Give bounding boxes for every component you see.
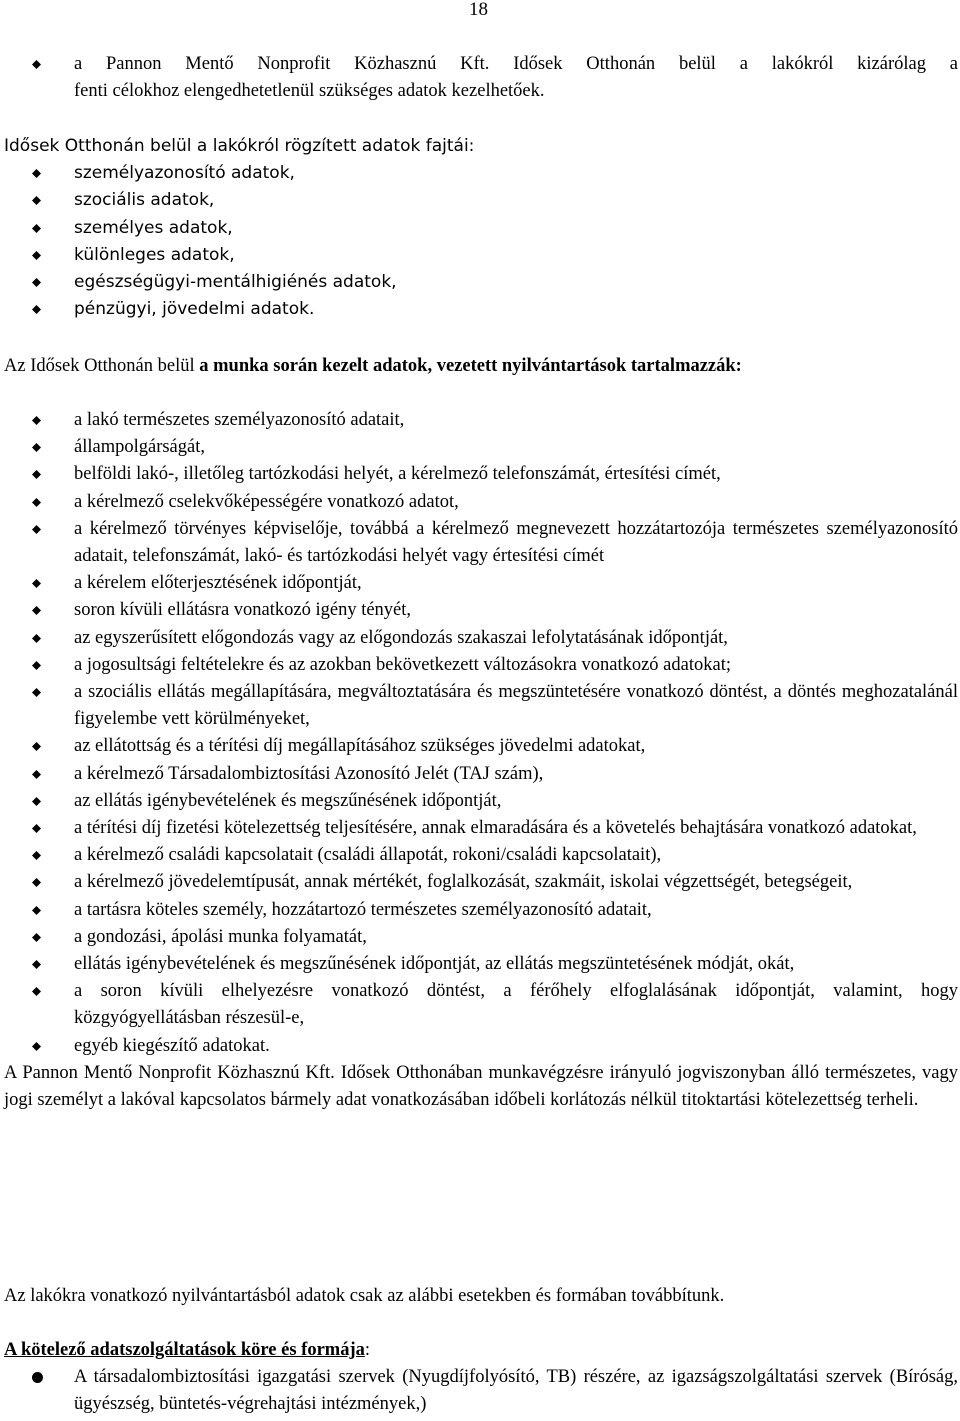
list-item bbox=[4, 788, 958, 815]
diamond-bullet-icon bbox=[32, 960, 41, 969]
list-item bbox=[4, 516, 958, 570]
list-item bbox=[4, 625, 958, 652]
list-item bbox=[4, 1033, 958, 1060]
list-item bbox=[4, 897, 958, 924]
list-item bbox=[4, 597, 958, 624]
list-item bbox=[4, 489, 958, 516]
diamond-bullet-icon bbox=[32, 606, 41, 615]
list-item bbox=[4, 269, 958, 296]
diamond-bullet-icon bbox=[32, 851, 41, 860]
diamond-bullet-icon bbox=[32, 251, 41, 260]
list-item bbox=[4, 733, 958, 760]
list-item-text: belföldi lakó-, illetőleg tartózkodási helyét, a kérelmező telefonszámát, értesítési címét, bbox=[74, 464, 721, 485]
list-item bbox=[4, 978, 958, 1032]
records-intro-plain: Az Idősek Otthonán belül bbox=[4, 356, 200, 376]
top-item-line1: a Pannon Mentő Nonprofit Közhasznú Kft. Idősek Otthonán belül a lakókról kizárólag a bbox=[74, 54, 958, 74]
list-item bbox=[4, 242, 958, 269]
list-item-text: a szociális ellátás megállapítására, megváltoztatására és megszüntetésére vonatkozó döntést, a döntés meghozatalánál figyelembe vett körülményeket, bbox=[74, 682, 958, 730]
list-item-text: a kérelem előterjesztésének időpontját, bbox=[74, 573, 362, 594]
list-item-text: pénzügyi, jövedelmi adatok. bbox=[74, 299, 315, 320]
diamond-bullet-icon bbox=[32, 196, 41, 205]
list-item-text: állampolgárságát, bbox=[74, 437, 205, 458]
diamond-bullet-icon bbox=[32, 416, 41, 425]
top-item-line2: fenti célokhoz elengedhetetlenül szükséges adatok kezelhetőek. bbox=[74, 81, 545, 102]
diamond-bullet-icon bbox=[32, 770, 41, 779]
list-item bbox=[4, 842, 958, 869]
list-item bbox=[4, 51, 958, 105]
data-types-section bbox=[4, 133, 958, 323]
list-item-text: személyazonosító adatok, bbox=[74, 163, 295, 184]
records-list bbox=[4, 407, 958, 1060]
list-item bbox=[4, 407, 958, 434]
list-item bbox=[4, 296, 958, 323]
mandatory-heading-suffix: : bbox=[364, 1340, 371, 1360]
list-item-text: a soron kívüli elhelyezésre vonatkozó döntést, a férőhely elfoglalásának időpontját, valamint, hogy közgyógyellátásban részesül-e, bbox=[74, 981, 958, 1029]
list-item bbox=[4, 160, 958, 187]
mandatory-item bbox=[4, 1364, 958, 1418]
list-item bbox=[4, 570, 958, 597]
secrecy-paragraph: A Pannon Mentő Nonprofit Közhasznú Kft. Idősek Otthonában munkavégzésre irányuló jogviszonyban álló természetes, vagy jogi személyt a lakóval kapcsolatos bármely adat vonatkozásában időbeli korlátozás nélkül titoktartási kötelezettség terheli. bbox=[4, 1062, 958, 1111]
list-item bbox=[4, 434, 958, 461]
diamond-bullet-icon bbox=[32, 661, 41, 670]
list-item-text: egyéb kiegészítő adatokat. bbox=[74, 1035, 270, 1056]
forwarding-paragraph: Az lakókra vonatkozó nyilvántartásból adatok csak az alábbi esetekben és formában továbbítunk. bbox=[4, 1286, 725, 1306]
records-intro-bold: a munka során kezelt adatok, vezetett nyilvántartások tartalmazzák: bbox=[199, 356, 742, 376]
diamond-bullet-icon bbox=[32, 169, 41, 178]
list-item-text: szociális adatok, bbox=[74, 190, 215, 211]
list-item-text: a kérelmező cselekvőképességére vonatkozó adatot, bbox=[74, 491, 459, 512]
data-types-list bbox=[4, 160, 958, 323]
diamond-bullet-icon bbox=[32, 797, 41, 806]
list-item-text: a kérelmező jövedelemtípusát, annak mértékét, foglalkozását, szakmáit, iskolai végzettségét, betegségeit, bbox=[74, 872, 853, 893]
list-item bbox=[4, 924, 958, 951]
records-intro bbox=[4, 353, 958, 380]
list-item bbox=[4, 761, 958, 788]
list-item-text: személyes adatok, bbox=[74, 217, 233, 238]
diamond-bullet-icon bbox=[32, 443, 41, 452]
diamond-bullet-icon bbox=[32, 824, 41, 833]
list-item bbox=[4, 869, 958, 896]
diamond-bullet-icon bbox=[32, 906, 41, 915]
list-item bbox=[4, 461, 958, 488]
records-block bbox=[4, 407, 958, 1114]
diamond-bullet-icon bbox=[32, 525, 41, 534]
diamond-bullet-icon bbox=[32, 224, 41, 233]
list-item-text: a kérelmező családi kapcsolatait (családi állapotát, rokoni/családi kapcsolatait), bbox=[74, 845, 662, 866]
diamond-bullet-icon bbox=[32, 60, 41, 69]
list-item bbox=[4, 187, 958, 214]
list-item-text: különleges adatok, bbox=[74, 244, 235, 265]
list-item-text: a térítési díj fizetési kötelezettség teljesítésére, annak elmaradására és a követelés behajtására vonatkozó adatokat, bbox=[74, 818, 917, 839]
mandatory-section bbox=[4, 1337, 958, 1419]
diamond-bullet-icon bbox=[32, 278, 41, 287]
list-item-text: a kérelmező törvényes képviselője, továbbá a kérelmező megnevezett hozzátartozója természetes személyazonosító adatait, telefonszámát, lakó- és tartózkodási helyét vagy értesítési címét bbox=[74, 518, 958, 567]
diamond-bullet-icon bbox=[32, 688, 41, 697]
mandatory-item-text: A társadalombiztosítási igazgatási szervek (Nyugdíjfolyósító, TB) részére, az igazságszolgáltatási szervek (Bíróság, ügyészség, büntetés-végrehajtási intézmények,) bbox=[74, 1367, 958, 1415]
list-item-text: egészségügyi-mentálhigiénés adatok, bbox=[74, 272, 397, 293]
mandatory-heading: A kötelező adatszolgáltatások köre és formája bbox=[4, 1340, 365, 1360]
list-item-text: a jogosultsági feltételekre és az azokban bekövetkezett változásokra vonatkozó adatokat; bbox=[74, 654, 731, 675]
diamond-bullet-icon bbox=[32, 470, 41, 479]
diamond-bullet-icon bbox=[32, 498, 41, 507]
page-number: 18 bbox=[469, 0, 488, 20]
data-types-intro: Idősek Otthonán belül a lakókról rögzített adatok fajtái: bbox=[4, 136, 475, 156]
list-item bbox=[4, 815, 958, 842]
list-item-text: a kérelmező Társadalombiztosítási Azonosító Jelét (TAJ szám), bbox=[74, 763, 544, 784]
diamond-bullet-icon bbox=[32, 987, 41, 996]
diamond-bullet-icon bbox=[32, 742, 41, 751]
list-item-text: az egyszerűsített előgondozás vagy az előgondozás szakaszai lefolytatásának időpontját, bbox=[74, 627, 728, 648]
list-item-text: az ellátás igénybevételének és megszűnésének időpontját, bbox=[74, 790, 502, 811]
diamond-bullet-icon bbox=[32, 579, 41, 588]
diamond-bullet-icon bbox=[32, 1042, 41, 1051]
list-item-text: soron kívüli ellátásra vonatkozó igény tényét, bbox=[74, 600, 412, 621]
list-item-text: a lakó természetes személyazonosító adatait, bbox=[74, 410, 405, 430]
list-item bbox=[4, 652, 958, 679]
list-item bbox=[4, 679, 958, 733]
diamond-bullet-icon bbox=[32, 878, 41, 887]
list-item bbox=[4, 215, 958, 242]
diamond-bullet-icon bbox=[32, 305, 41, 314]
diamond-bullet-icon bbox=[32, 634, 41, 643]
list-item-text: a gondozási, ápolási munka folyamatát, bbox=[74, 926, 367, 947]
top-bullet-block bbox=[4, 51, 958, 105]
list-item-text: az ellátottság és a térítési díj megállapításához szükséges jövedelmi adatokat, bbox=[74, 736, 646, 757]
list-item-text: ellátás igénybevételének és megszűnésének időpontját, az ellátás megszüntetésének módját, okát, bbox=[74, 954, 795, 975]
list-item bbox=[4, 951, 958, 978]
diamond-bullet-icon bbox=[32, 933, 41, 942]
list-item-text: a tartásra köteles személy, hozzátartozó természetes személyazonosító adatait, bbox=[74, 899, 652, 920]
round-bullet-icon bbox=[32, 1372, 43, 1383]
